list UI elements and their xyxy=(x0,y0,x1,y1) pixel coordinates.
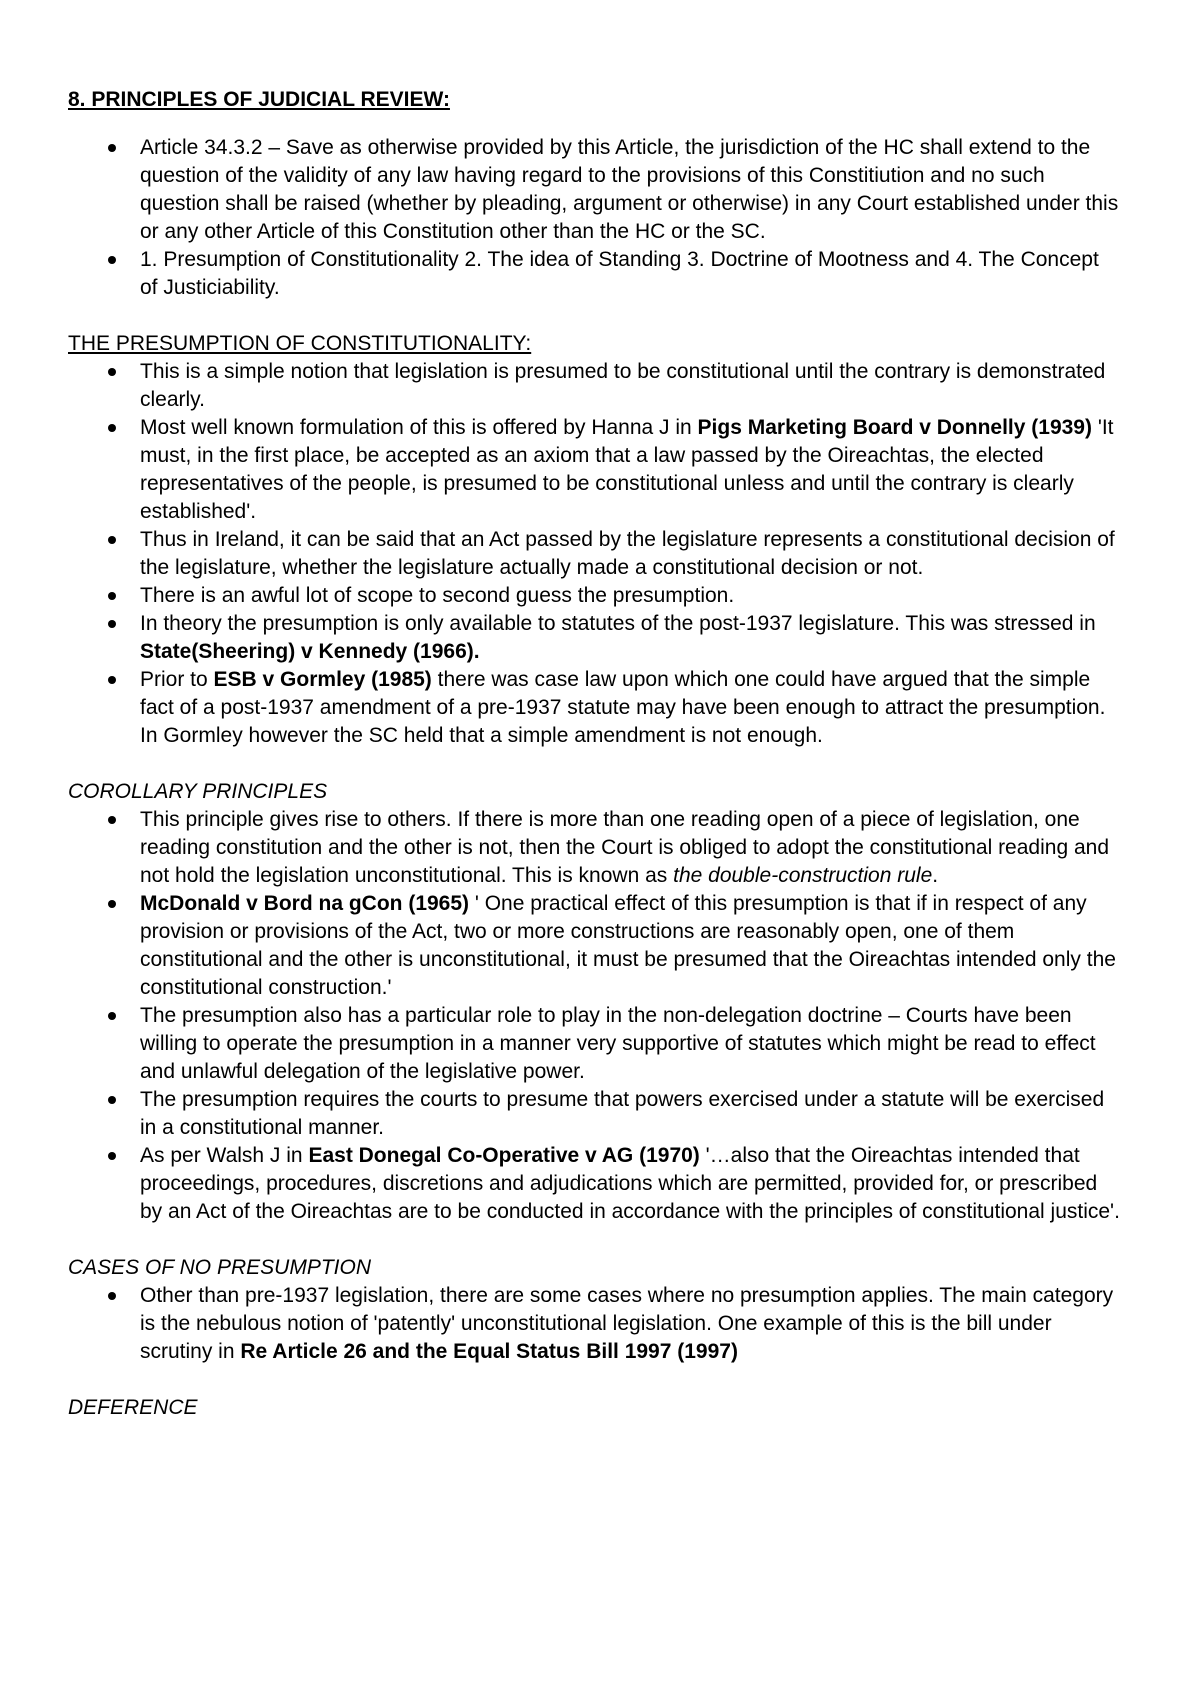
item-text: Prior to xyxy=(140,668,214,691)
list-item: Thus in Ireland, it can be said that an Act passed by the legislature represents a constitutional decision of the legislature, whether the legislature actually made a constitutional decision or not. xyxy=(68,526,1120,582)
list-item: There is an awful lot of scope to second guess the presumption. xyxy=(68,582,1120,610)
list-item: This is a simple notion that legislation is presumed to be constitutional until the contrary is demonstrated clearly. xyxy=(68,358,1120,414)
list-item xyxy=(68,414,1120,526)
list-item xyxy=(68,610,1120,666)
item-text: This principle gives rise to others. If there is more than one reading open of a piece of legislation, one reading constitution and the other is not, then the Court is obliged to adopt the constitutional reading and not hold the legislation unconstitutional. This is known as xyxy=(140,808,1109,887)
case-name: ESB v Gormley (1985) xyxy=(213,668,432,691)
list-item xyxy=(68,1282,1120,1366)
emphasis-text: the double-construction rule xyxy=(673,864,933,887)
intro-list xyxy=(68,134,1120,302)
page-title: 8. PRINCIPLES OF JUDICIAL REVIEW: xyxy=(68,88,450,111)
item-text: 'It must, in the first place, be accepted as an axiom that a law passed by the Oireachtas, the elected representatives of the people, is presumed to be constitutional unless and until the contrary is clearly established'. xyxy=(140,416,1114,523)
list-item xyxy=(68,890,1120,1002)
item-text: '…also that the Oireachtas intended that proceedings, procedures, discretions and adjudications which are permitted, provided for, or prescribed by an Act of the Oireachtas are to be conducted in accordance with the principles of constitutional justice'. xyxy=(140,1144,1120,1223)
section-heading-corollary: COROLLARY PRINCIPLES xyxy=(68,780,328,803)
section-heading-no-presumption: CASES OF NO PRESUMPTION xyxy=(68,1256,371,1279)
list-item: Article 34.3.2 – Save as otherwise provided by this Article, the jurisdiction of the HC shall extend to the question of the validity of any law having regard to the provisions of this Constitiution and no such question shall be raised (whether by pleading, argument or otherwise) in any Court established under this or any other Article of this Constitution other than the HC or the SC. xyxy=(68,134,1120,246)
case-name: Pigs Marketing Board v Donnelly (1939) xyxy=(697,416,1092,439)
item-text: ' One practical effect of this presumption is that if in respect of any provision or provisions of the Act, two or more constructions are reasonably open, one of them constitutional and the other is unconstitutional, it must be presumed that the Oireachtas intended only the constitutional construction.' xyxy=(140,892,1116,999)
item-text: Most well known formulation of this is offered by Hanna J in xyxy=(140,416,698,439)
list-item xyxy=(68,806,1120,890)
item-text: In theory the presumption is only available to statutes of the post-1937 legislature. This was stressed in xyxy=(140,612,1096,635)
section-heading-deference: DEFERENCE xyxy=(68,1396,198,1419)
corollary-list xyxy=(68,806,1120,1226)
list-item: 1. Presumption of Constitutionality 2. The idea of Standing 3. Doctrine of Mootness and 4. The Concept of Justiciability. xyxy=(68,246,1120,302)
item-text: there was case law upon which one could have argued that the simple fact of a post-1937 amendment of a pre-1937 statute may have been enough to attract the presumption. In Gormley however the SC held that a simple amendment is not enough. xyxy=(140,668,1106,747)
list-item: The presumption requires the courts to presume that powers exercised under a statute will be exercised in a constitutional manner. xyxy=(68,1086,1120,1142)
case-name: State(Sheering) v Kennedy (1966). xyxy=(140,640,480,663)
item-text: . xyxy=(932,864,939,887)
list-item xyxy=(68,666,1120,750)
item-text: Other than pre-1937 legislation, there are some cases where no presumption applies. The main category is the nebulous notion of 'patently' unconstitutional legislation. One example of this is the bill under scrutiny in xyxy=(140,1284,1114,1363)
section-heading-presumption: THE PRESUMPTION OF CONSTITUTIONALITY: xyxy=(68,332,532,355)
case-name: East Donegal Co-Operative v AG (1970) xyxy=(308,1144,700,1167)
no-presumption-list xyxy=(68,1282,1120,1366)
item-text: As per Walsh J in xyxy=(140,1144,309,1167)
case-name: Re Article 26 and the Equal Status Bill 1997 (1997) xyxy=(240,1340,738,1363)
case-name: McDonald v Bord na gCon (1965) xyxy=(140,892,470,915)
presumption-list xyxy=(68,358,1120,750)
list-item: The presumption also has a particular role to play in the non-delegation doctrine – Courts have been willing to operate the presumption in a manner very supportive of statutes which might be read to effect and unlawful delegation of the legislative power. xyxy=(68,1002,1120,1086)
list-item xyxy=(68,1142,1120,1226)
